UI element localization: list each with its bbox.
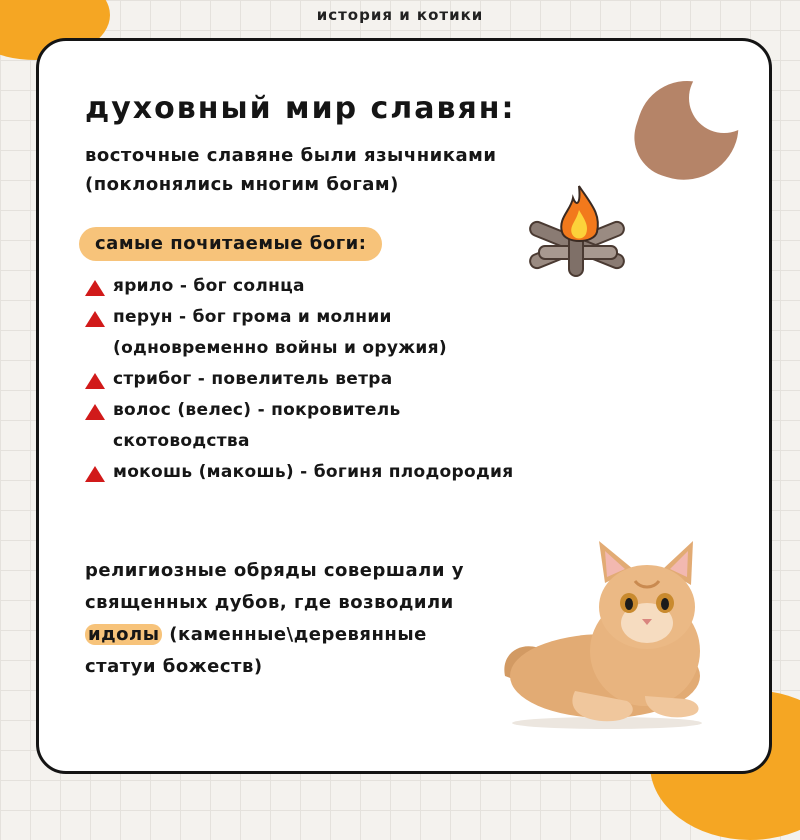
list-item — [83, 364, 643, 395]
list-item — [83, 302, 643, 364]
god-text: ярило - бог солнца — [113, 276, 305, 296]
ritual-line — [85, 619, 535, 651]
cat-photo — [495, 511, 715, 731]
warning-triangle-icon — [85, 466, 105, 482]
ritual-text — [85, 555, 535, 683]
god-text: мокошь (макошь) - богиня плодородия — [113, 462, 514, 482]
highlighted-term: идолы — [85, 624, 162, 645]
campfire-icon — [519, 176, 639, 286]
list-item — [83, 271, 643, 302]
gods-heading: самые почитаемые боги: — [79, 227, 382, 261]
content-card — [36, 38, 772, 774]
ritual-line: религиозные обряды совершали у — [85, 560, 464, 581]
god-text-continuation: скотоводства — [113, 431, 250, 451]
warning-triangle-icon — [85, 280, 105, 296]
warning-triangle-icon — [85, 404, 105, 420]
intro-text — [85, 141, 585, 199]
gods-list — [83, 271, 643, 488]
ritual-line-rest: (каменные\деревянные — [162, 624, 427, 645]
god-text: перун - бог грома и молнии — [113, 307, 392, 327]
intro-line: восточные славяне были язычниками — [85, 145, 497, 166]
decorative-blob-cutout — [689, 63, 759, 133]
ritual-line: священных дубов, где возводили — [85, 592, 454, 613]
list-item — [83, 395, 643, 457]
god-text: стрибог - повелитель ветра — [113, 369, 393, 389]
warning-triangle-icon — [85, 373, 105, 389]
warning-triangle-icon — [85, 311, 105, 327]
channel-title: история и котики — [316, 6, 484, 24]
list-item — [83, 457, 643, 488]
god-text: волос (велес) - покровитель — [113, 400, 401, 420]
page-title: духовный мир славян: — [85, 91, 516, 126]
intro-line: (поклонялись многим богам) — [85, 174, 399, 195]
ritual-line: статуи божеств) — [85, 656, 263, 677]
god-text-continuation: (одновременно войны и оружия) — [113, 338, 447, 358]
